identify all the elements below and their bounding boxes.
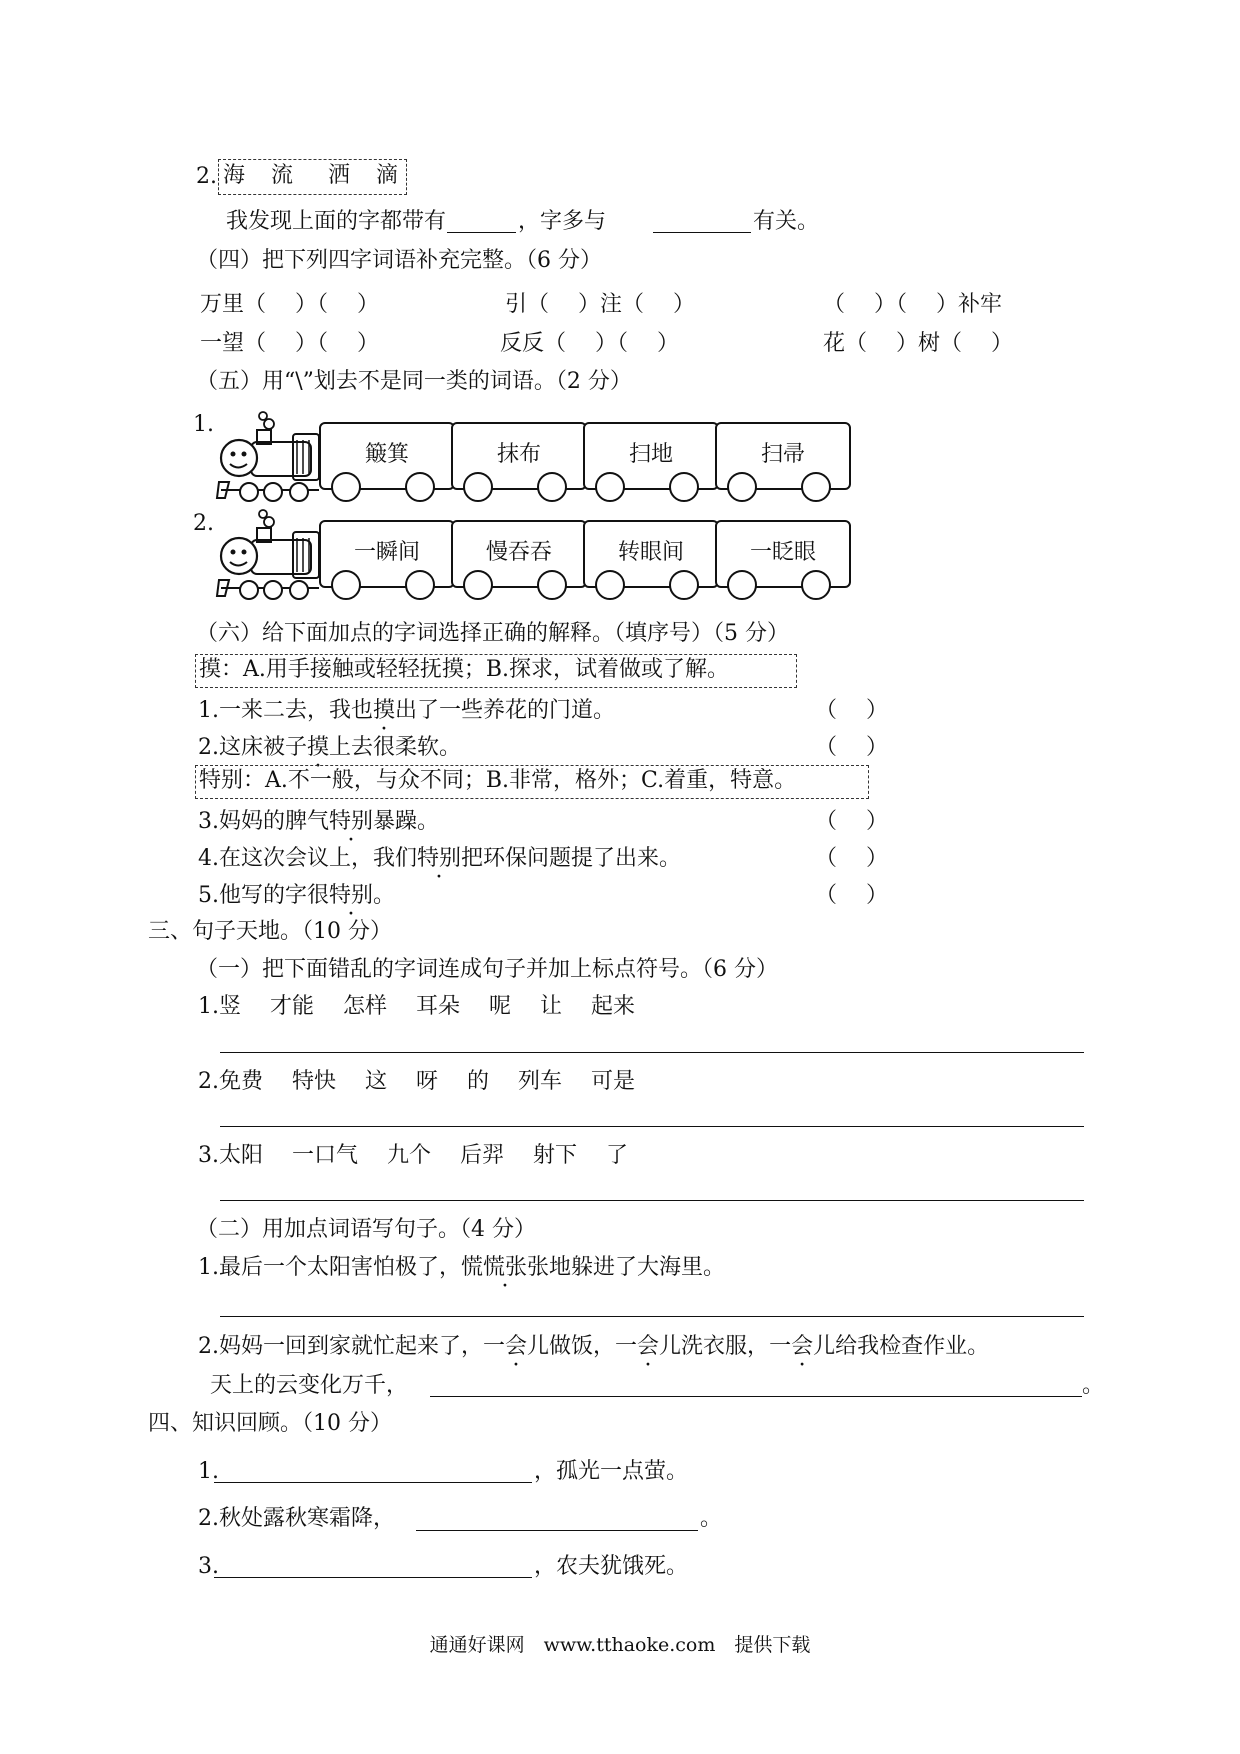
question-3: 3.妈妈的脾气特别暴躁。	[198, 809, 440, 834]
scrambled-2: 2.免费 特快 这 呀 的 列车 可是	[198, 1069, 635, 1094]
scrambled-3: 3.太阳 一口气 九个 后羿 射下 了	[198, 1143, 628, 1168]
poem-2-end: 。	[700, 1506, 723, 1531]
poem-2: 2.秋处露秋寒霜降，	[198, 1506, 395, 1531]
wheel	[537, 570, 567, 600]
car-word: 一眨眼	[749, 540, 816, 565]
idiom-4: 一望（ ）（ ）	[200, 331, 379, 356]
sentence-b: ，字多与	[518, 209, 607, 234]
wheel	[669, 570, 699, 600]
question-4: 4.在这次会议上，我们特别把环保问题提了出来。	[198, 846, 682, 871]
sentence-a: 我发现上面的字都带有	[226, 209, 447, 234]
idiom-1: 万里（ ）（ ）	[200, 292, 379, 317]
idiom-3: （ ）（ ）补牢	[823, 292, 1002, 317]
definition-box-1	[195, 654, 797, 688]
car-word: 一瞬间	[353, 540, 420, 565]
subsection-2-title: （二）用加点词语写句子。（4 分）	[196, 1217, 536, 1242]
section-5-title: （五）用“\”划去不是同一类的词语。（2 分）	[196, 369, 632, 394]
question-2: 2.这床被子摸上去很柔软。	[198, 735, 462, 760]
blank-line[interactable]	[447, 232, 516, 233]
answer-paren[interactable]: （ ）	[815, 698, 888, 723]
section-3-title: 三、句子天地。（10 分）	[148, 919, 392, 944]
example-2-prompt: 天上的云变化万千，	[210, 1373, 409, 1398]
answer-line[interactable]	[214, 1482, 532, 1483]
wheel	[331, 570, 361, 600]
blank-line[interactable]	[653, 232, 751, 233]
char-list: 海 流 洒 滴	[223, 163, 400, 188]
example-2: 2.妈妈一回到家就忙起来了，一会儿做饭，一会儿洗衣服，一会儿给我检查作业。	[198, 1334, 990, 1359]
car-word: 慢吞吞	[485, 540, 552, 565]
train-2-number: 2.	[193, 511, 214, 536]
answer-line[interactable]	[220, 1200, 1084, 1201]
question-1: 1.一来二去，我也摸出了一些养花的门道。	[198, 698, 616, 723]
answer-paren[interactable]: （ ）	[815, 883, 888, 908]
wheel	[595, 570, 625, 600]
car-word: 簸箕	[364, 442, 409, 467]
train-1-number: 1.	[193, 412, 214, 437]
answer-line[interactable]	[430, 1396, 1082, 1397]
char-box	[218, 159, 407, 195]
locomotive-icon	[215, 410, 325, 506]
idiom-2: 引（ ）注（ ）	[505, 292, 695, 317]
poem-3-number: 3.	[198, 1554, 219, 1579]
poem-1: ，孤光一点萤。	[534, 1459, 689, 1484]
section-6-title: （六）给下面加点的字词选择正确的解释。（填序号）（5 分）	[196, 621, 789, 646]
wheel	[331, 472, 361, 502]
wheel	[463, 472, 493, 502]
answer-paren[interactable]: （ ）	[815, 809, 888, 834]
wheel	[405, 570, 435, 600]
car-word: 抹布	[496, 442, 541, 467]
locomotive-icon	[215, 508, 325, 604]
example-2-end: 。	[1082, 1373, 1105, 1398]
train-2	[215, 508, 855, 604]
example-1: 1.最后一个太阳害怕极了，慌慌张张地躲进了大海里。	[198, 1255, 726, 1280]
poem-1-number: 1.	[198, 1459, 219, 1484]
wheel	[801, 570, 831, 600]
answer-line[interactable]	[220, 1316, 1084, 1317]
wheel	[727, 472, 757, 502]
wheel	[405, 472, 435, 502]
question-5: 5.他写的字很特别。	[198, 883, 396, 908]
answer-line[interactable]	[220, 1052, 1084, 1053]
answer-line[interactable]	[416, 1530, 698, 1531]
poem-3: ，农夫犹饿死。	[534, 1554, 689, 1579]
car-word: 转眼间	[617, 540, 684, 565]
subsection-1-title: （一）把下面错乱的字词连成句子并加上标点符号。（6 分）	[196, 957, 778, 982]
train-1	[215, 410, 855, 506]
idiom-5: 反反（ ）（ ）	[500, 331, 679, 356]
definition-2: 特别：A.不一般，与众不同；B.非常，格外；C.着重，特意。	[199, 768, 797, 793]
wheel	[463, 570, 493, 600]
section-four-title: 四、知识回顾。（10 分）	[148, 1411, 392, 1436]
wheel	[801, 472, 831, 502]
definition-1: 摸：A.用手接触或轻轻抚摸；B.探求，试着做或了解。	[199, 657, 730, 682]
wheel	[669, 472, 699, 502]
definition-box-2	[195, 765, 869, 799]
answer-line[interactable]	[220, 1126, 1084, 1127]
wheel	[595, 472, 625, 502]
section-4-title: （四）把下列四字词语补充完整。（6 分）	[196, 248, 602, 273]
wheel	[727, 570, 757, 600]
item-2-prefix: 2.	[196, 164, 217, 189]
answer-paren[interactable]: （ ）	[815, 846, 888, 871]
answer-paren[interactable]: （ ）	[815, 735, 888, 760]
wheel	[537, 472, 567, 502]
answer-line[interactable]	[214, 1577, 532, 1578]
scrambled-1: 1.竖 才能 怎样 耳朵 呢 让 起来	[198, 994, 635, 1019]
car-word: 扫地	[628, 442, 673, 467]
idiom-6: 花（ ）树（ ）	[823, 331, 1013, 356]
car-word: 扫帚	[760, 442, 805, 467]
sentence-c: 有关。	[753, 209, 820, 234]
page-footer: 通通好课网 www.tthaoke.com 提供下载	[429, 1634, 811, 1656]
